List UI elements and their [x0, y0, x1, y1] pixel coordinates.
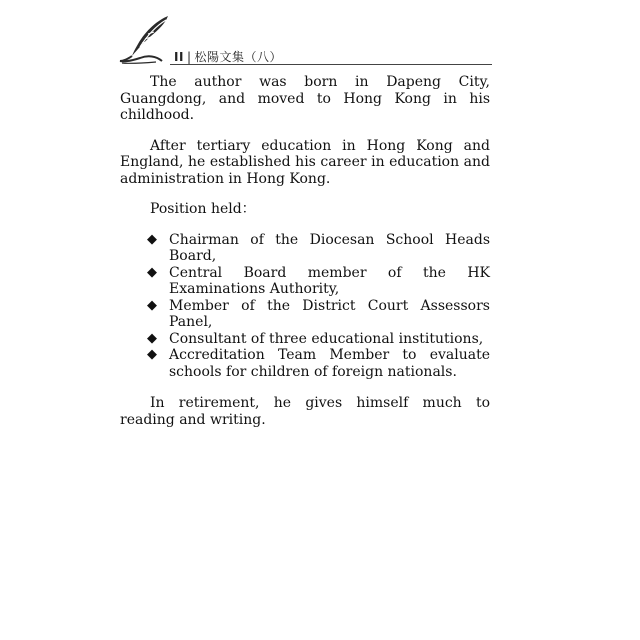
diamond-bullet-icon: ◆ [147, 231, 157, 247]
position-text: Accreditation Team Member to evaluate schools for children of foreign nationals. [169, 347, 490, 380]
list-item [120, 265, 490, 298]
quill-pen-icon [118, 14, 178, 66]
list-item [120, 347, 490, 380]
list-item [120, 331, 490, 348]
positions-heading: Position held： [150, 201, 256, 217]
diamond-bullet-icon: ◆ [147, 264, 157, 280]
page-header [118, 14, 492, 66]
position-text: Chairman of the Diocesan School Heads Board, [169, 231, 490, 264]
paragraph-education: After tertiary education in Hong Kong and England, he established his career in education and administration in Hong Kong. [120, 137, 490, 187]
header-rule [170, 64, 492, 65]
position-text: Consultant of three educational institutions, [169, 330, 484, 347]
diamond-bullet-icon: ◆ [147, 330, 157, 346]
book-title: 松陽文集（八） [194, 50, 282, 64]
list-item [120, 232, 490, 265]
page-folio: II [174, 50, 184, 64]
position-text: Member of the District Court Assessors Panel, [169, 297, 490, 330]
body-text [120, 74, 490, 442]
diamond-bullet-icon: ◆ [147, 297, 157, 313]
diamond-bullet-icon: ◆ [147, 347, 157, 362]
position-text: Central Board member of the HK Examinations Authority, [169, 264, 490, 297]
positions-list [120, 232, 490, 381]
paragraph-birth: The author was born in Dapeng City, Guangdong, and moved to Hong Kong in his childhood. [120, 74, 490, 123]
running-head-separator: | [186, 50, 192, 64]
list-item [120, 298, 490, 331]
running-head [174, 48, 282, 65]
paragraph-retirement: In retirement, he gives himself much to reading and writing. [120, 395, 490, 428]
